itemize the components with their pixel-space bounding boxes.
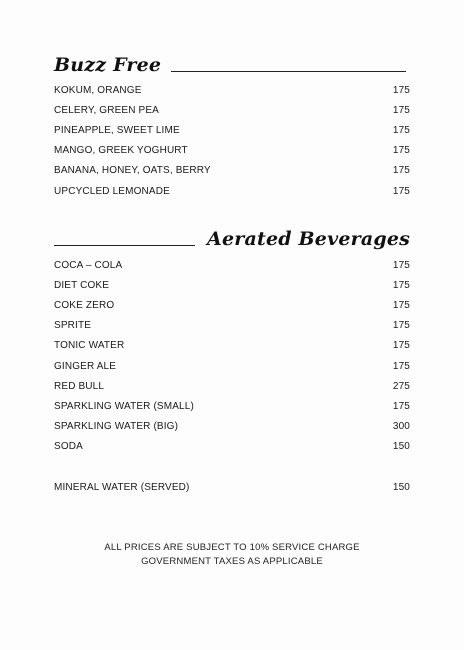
tax-note: GOVERNMENT TAXES AS APPLICABLE [141, 556, 323, 567]
buzz-free-heading [54, 54, 406, 76]
buzz-free-title: Buzz Free [54, 54, 162, 76]
item-name: MANGO, GREEK YOGHURT [54, 145, 188, 157]
item-price: 175 [392, 185, 410, 197]
buzz-free-rule [171, 71, 406, 72]
item-price: 175 [392, 400, 410, 412]
item-price: 175 [392, 360, 410, 372]
mineral-water-list [54, 477, 410, 497]
list-item [54, 181, 410, 201]
item-price: 175 [392, 84, 410, 96]
list-item [54, 80, 410, 100]
aerated-beverages-list [54, 255, 410, 457]
item-price: 150 [392, 481, 410, 493]
item-name: KOKUM, ORANGE [54, 84, 142, 96]
item-price: 150 [392, 441, 410, 453]
list-item [54, 376, 410, 396]
list-item [54, 255, 410, 275]
pricing-footnote [0, 541, 464, 569]
list-item [54, 396, 410, 416]
list-item [54, 161, 410, 181]
item-name: COCA – COLA [54, 259, 123, 271]
item-name: TONIC WATER [54, 340, 125, 352]
item-price: 175 [392, 259, 410, 271]
item-name: SPARKLING WATER (SMALL) [54, 400, 194, 412]
item-name: UPCYCLED LEMONADE [54, 185, 170, 197]
item-name: DIET COKE [54, 279, 110, 291]
item-name: SODA [54, 441, 83, 453]
item-price: 275 [392, 380, 410, 392]
item-price: 175 [392, 104, 410, 116]
list-item [54, 100, 410, 120]
list-item [54, 336, 410, 356]
item-price: 175 [392, 299, 410, 311]
buzz-free-list [54, 80, 410, 201]
item-price: 300 [392, 421, 410, 433]
aerated-beverages-title: Aerated Beverages [207, 228, 410, 250]
item-name: CELERY, GREEN PEA [54, 104, 160, 116]
item-price: 175 [392, 279, 410, 291]
item-price: 175 [392, 320, 410, 332]
service-charge-note: ALL PRICES ARE SUBJECT TO 10% SERVICE CHARGE [104, 542, 360, 553]
item-price: 175 [392, 124, 410, 136]
item-name: GINGER ALE [54, 360, 117, 372]
aerated-beverages-heading [54, 228, 410, 250]
list-item [54, 437, 410, 457]
item-name: PINEAPPLE, SWEET LIME [54, 124, 180, 136]
item-name: COKE ZERO [54, 299, 115, 311]
item-name: SPRITE [54, 320, 92, 332]
list-item [54, 275, 410, 295]
list-item [54, 477, 410, 497]
item-price: 175 [392, 145, 410, 157]
item-price: 175 [392, 340, 410, 352]
list-item [54, 141, 410, 161]
item-name: SPARKLING WATER (BIG) [54, 421, 179, 433]
aerated-beverages-rule [54, 245, 195, 246]
list-item [54, 356, 410, 376]
list-item [54, 417, 410, 437]
item-name: RED BULL [54, 380, 105, 392]
list-item [54, 316, 410, 336]
list-item [54, 120, 410, 140]
list-item [54, 295, 410, 315]
item-name: BANANA, HONEY, OATS, BERRY [54, 165, 211, 177]
item-name: MINERAL WATER (SERVED) [54, 481, 190, 493]
item-price: 175 [392, 165, 410, 177]
